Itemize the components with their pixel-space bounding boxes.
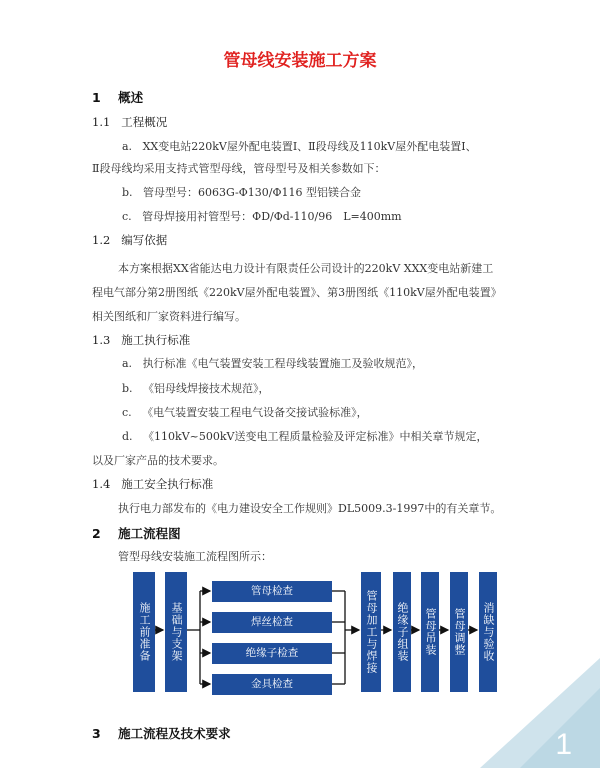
item-text: 《电气装置安装工程电气设备交接试验标准》， [142,406,368,419]
subsection-title: 施工安全执行标准 [121,477,214,491]
flow-box-processing-welding [361,572,381,692]
safety-text: 执行电力部发布的《电力建设安全工作规则》DL5009.3-1997中的有关章节。 [118,502,502,515]
subsection-title: 编写依据 [121,233,168,247]
section-number: 1 [92,90,101,105]
section-3-heading [92,724,231,742]
subsection-title: 施工执行标准 [121,333,191,347]
flow-box-preparation [133,572,155,692]
subsection-title: 工程概况 [121,115,168,129]
flow-check-insulator: 绝缘子检查 [212,643,332,664]
document-title: 管母线安装施工方案 [223,51,377,71]
item-label: a. [122,357,133,370]
flow-check-tube: 管母检查 [212,581,332,602]
item-label: b. [122,382,133,395]
item-text: 管母型号：6063G-Φ130/Φ116 型铝镁合金 [143,186,361,199]
item-text: 《铝母线焊接技术规范》， [143,382,270,395]
flow-box-hoisting [421,572,439,692]
section-title: 概述 [118,90,144,105]
section-number: 3 [92,726,101,741]
page-number: 1 [555,728,572,761]
flow-box-label: 绝缘子组装 [396,602,409,662]
item-label: a. [122,140,133,153]
flow-intro: 管型母线安装施工流程图所示： [118,550,272,563]
page-corner-decoration [480,658,600,768]
flow-check-fittings: 金具检查 [212,674,332,695]
section-title: 施工流程图 [118,526,181,541]
subsection-number: 1.2 [92,233,111,247]
item-label: c. [122,210,132,223]
standard-tail: 以及厂家产品的技术要求。 [92,454,224,467]
item-text: 《110kV~500kV送变电工程质量检验及评定标准》中相关章节规定， [143,430,488,443]
basis-line-3: 相关图纸和厂家资料进行编写。 [92,310,246,323]
flow-box-label: 管母加工与焊接 [365,590,378,674]
item-text: 执行标准《电气装置安装工程母线装置施工及验收规范》， [142,357,424,370]
flow-check-wire: 焊丝检查 [212,612,332,633]
section-title: 施工流程及技术要求 [118,726,231,741]
basis-line-2: 程电气部分第2册图纸《220kV屋外配电装置》、第3册图纸《110kV屋外配电装置》 [92,286,502,299]
item-label: d. [122,430,133,443]
flow-box-adjustment [450,572,468,692]
basis-line-1: 本方案根据XX省能达电力设计有限责任公司设计的220kV XXX变电站新建工 [118,262,494,275]
flow-box-label: 施工前准备 [138,602,151,662]
flow-box-label: 管母调整 [453,608,466,656]
flow-box-label: 基础与支架 [170,602,183,662]
item-text: 管母焊接用衬管型号：ΦD/Φd-110/96 L=400mm [142,210,402,223]
flow-box-insulator-assembly [393,572,411,692]
subsection-number: 1.4 [92,477,111,491]
flow-box-foundation [165,572,187,692]
section-number: 2 [92,526,101,541]
subsection-number: 1.1 [92,115,111,129]
item-text: XX变电站220kV屋外配电装置Ⅰ、Ⅱ段母线及110kV屋外配电装置Ⅰ、 [142,140,477,153]
item-label: b. [122,186,133,199]
item-label: c. [122,406,132,419]
subsection-number: 1.3 [92,333,111,347]
overview-item-a-line2: Ⅱ段母线均采用支持式管型母线，管母型号及相关参数如下： [92,162,386,175]
flow-box-label: 消缺与验收 [482,602,495,662]
flow-box-label: 管母吊装 [424,608,437,656]
